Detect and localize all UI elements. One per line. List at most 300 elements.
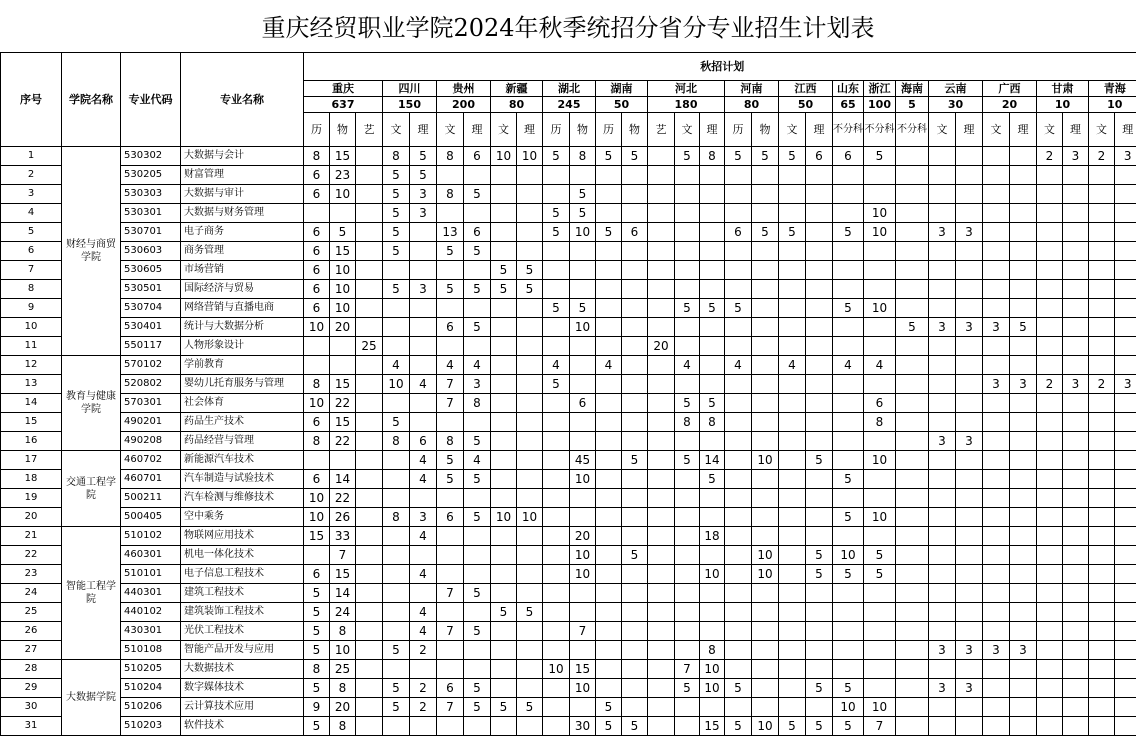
plan-value <box>752 337 779 356</box>
plan-value <box>779 641 806 660</box>
plan-value <box>752 280 779 299</box>
plan-value <box>1089 223 1115 242</box>
plan-value <box>675 280 700 299</box>
plan-value: 5 <box>779 147 806 166</box>
plan-value: 8 <box>330 622 356 641</box>
plan-value <box>752 394 779 413</box>
plan-value <box>1037 261 1063 280</box>
plan-value <box>896 470 929 489</box>
plan-value <box>833 204 864 223</box>
plan-value: 10 <box>543 660 570 679</box>
plan-value <box>543 166 570 185</box>
plan-value: 4 <box>833 356 864 375</box>
plan-value <box>675 470 700 489</box>
plan-value: 10 <box>383 375 410 394</box>
plan-value <box>622 413 648 432</box>
plan-value <box>806 242 833 261</box>
plan-value <box>929 717 956 736</box>
plan-value <box>1037 394 1063 413</box>
plan-value: 13 <box>437 223 464 242</box>
plan-value <box>491 375 517 394</box>
table-row <box>1 641 1136 660</box>
table-row <box>1 204 1136 223</box>
plan-value <box>517 641 543 660</box>
plan-value: 3 <box>410 280 437 299</box>
plan-value <box>1037 337 1063 356</box>
plan-value: 10 <box>304 489 330 508</box>
row-seq: 15 <box>1 413 62 432</box>
plan-value <box>896 375 929 394</box>
plan-value <box>983 470 1010 489</box>
plan-value <box>864 261 896 280</box>
plan-value <box>752 185 779 204</box>
plan-value: 2 <box>410 698 437 717</box>
plan-value: 5 <box>752 147 779 166</box>
plan-value: 23 <box>330 166 356 185</box>
plan-value: 5 <box>383 698 410 717</box>
header-seq: 序号 <box>1 53 62 147</box>
plan-value <box>700 318 725 337</box>
plan-value: 5 <box>806 565 833 584</box>
subject-header: 理 <box>464 113 491 147</box>
row-seq: 25 <box>1 603 62 622</box>
table-row <box>1 451 1136 470</box>
plan-value: 15 <box>330 565 356 584</box>
plan-value <box>779 204 806 223</box>
plan-value <box>491 413 517 432</box>
plan-value <box>1063 451 1089 470</box>
plan-value <box>956 698 983 717</box>
plan-value <box>464 337 491 356</box>
row-seq: 31 <box>1 717 62 736</box>
plan-value <box>779 261 806 280</box>
plan-value <box>648 394 675 413</box>
plan-value <box>675 489 700 508</box>
plan-value <box>437 204 464 223</box>
table-row <box>1 318 1136 337</box>
plan-value <box>806 261 833 280</box>
province-total: 180 <box>648 97 725 113</box>
plan-value: 10 <box>304 508 330 527</box>
plan-value <box>675 698 700 717</box>
table-row <box>1 223 1136 242</box>
row-seq: 1 <box>1 147 62 166</box>
plan-value <box>1089 641 1115 660</box>
plan-value <box>675 375 700 394</box>
plan-value <box>833 242 864 261</box>
plan-value <box>929 204 956 223</box>
row-code: 530205 <box>121 166 181 185</box>
plan-value <box>543 508 570 527</box>
plan-value <box>956 584 983 603</box>
plan-value <box>383 717 410 736</box>
plan-value <box>983 280 1010 299</box>
plan-value <box>648 242 675 261</box>
province-name: 贵州 <box>437 81 491 97</box>
plan-value <box>833 413 864 432</box>
plan-value <box>983 679 1010 698</box>
plan-value: 10 <box>570 546 596 565</box>
plan-value <box>1063 717 1089 736</box>
plan-value: 33 <box>330 527 356 546</box>
plan-value: 5 <box>410 147 437 166</box>
table-row <box>1 679 1136 698</box>
plan-value <box>1063 413 1089 432</box>
province-name: 湖南 <box>596 81 648 97</box>
plan-value <box>725 622 752 641</box>
row-code: 440102 <box>121 603 181 622</box>
plan-value <box>700 603 725 622</box>
plan-value: 5 <box>464 698 491 717</box>
subject-header: 理 <box>700 113 725 147</box>
plan-value <box>1037 603 1063 622</box>
plan-value: 4 <box>383 356 410 375</box>
plan-value <box>983 717 1010 736</box>
plan-value <box>491 622 517 641</box>
plan-value <box>1037 660 1063 679</box>
plan-value <box>1115 451 1136 470</box>
plan-value <box>622 622 648 641</box>
plan-value: 5 <box>464 432 491 451</box>
plan-value <box>437 603 464 622</box>
plan-value <box>383 660 410 679</box>
plan-value <box>675 223 700 242</box>
plan-value <box>779 584 806 603</box>
plan-value <box>1089 584 1115 603</box>
plan-value <box>622 394 648 413</box>
table-row <box>1 356 1136 375</box>
plan-value <box>725 565 752 584</box>
plan-value <box>596 679 622 698</box>
plan-value: 22 <box>330 432 356 451</box>
plan-value <box>779 527 806 546</box>
plan-value <box>410 299 437 318</box>
row-major: 智能产品开发与应用 <box>181 641 304 660</box>
plan-value <box>1115 584 1136 603</box>
plan-value <box>356 641 383 660</box>
plan-value: 6 <box>570 394 596 413</box>
plan-value: 5 <box>383 242 410 261</box>
plan-value <box>929 698 956 717</box>
plan-value <box>675 603 700 622</box>
plan-value: 5 <box>806 717 833 736</box>
subject-header: 理 <box>956 113 983 147</box>
row-major: 大数据与财务管理 <box>181 204 304 223</box>
row-code: 530701 <box>121 223 181 242</box>
row-seq: 16 <box>1 432 62 451</box>
plan-value: 5 <box>596 698 622 717</box>
college-name: 财经与商贸学院 <box>62 147 121 356</box>
row-major: 电子商务 <box>181 223 304 242</box>
subject-header: 文 <box>1037 113 1063 147</box>
plan-value: 8 <box>304 147 330 166</box>
plan-value <box>806 223 833 242</box>
plan-value <box>1010 432 1037 451</box>
plan-value <box>648 280 675 299</box>
plan-value <box>675 546 700 565</box>
plan-value <box>700 698 725 717</box>
plan-value: 5 <box>833 565 864 584</box>
plan-value: 4 <box>410 603 437 622</box>
plan-value <box>779 394 806 413</box>
plan-value <box>956 375 983 394</box>
plan-value <box>1010 413 1037 432</box>
plan-value <box>648 470 675 489</box>
plan-value <box>1115 546 1136 565</box>
plan-value <box>929 413 956 432</box>
plan-value <box>648 166 675 185</box>
plan-value: 7 <box>437 375 464 394</box>
plan-value: 5 <box>864 147 896 166</box>
plan-value <box>543 603 570 622</box>
plan-value: 8 <box>383 432 410 451</box>
plan-value <box>517 394 543 413</box>
row-seq: 19 <box>1 489 62 508</box>
plan-value <box>896 394 929 413</box>
plan-value: 8 <box>570 147 596 166</box>
plan-value: 6 <box>304 413 330 432</box>
plan-value: 5 <box>543 147 570 166</box>
row-seq: 30 <box>1 698 62 717</box>
plan-value <box>956 242 983 261</box>
plan-value <box>648 546 675 565</box>
plan-value <box>517 546 543 565</box>
plan-value: 5 <box>725 679 752 698</box>
row-code: 430301 <box>121 622 181 641</box>
plan-value <box>725 185 752 204</box>
plan-value: 4 <box>725 356 752 375</box>
row-code: 500211 <box>121 489 181 508</box>
plan-value <box>304 546 330 565</box>
row-code: 510206 <box>121 698 181 717</box>
plan-value: 5 <box>437 280 464 299</box>
plan-value <box>491 489 517 508</box>
plan-value <box>596 413 622 432</box>
plan-value <box>806 280 833 299</box>
plan-value <box>956 660 983 679</box>
plan-value: 5 <box>833 223 864 242</box>
plan-value <box>648 147 675 166</box>
plan-value <box>983 527 1010 546</box>
row-major: 空中乘务 <box>181 508 304 527</box>
plan-value: 2 <box>1089 375 1115 394</box>
province-name: 重庆 <box>304 81 383 97</box>
plan-value <box>1115 508 1136 527</box>
plan-value <box>1115 261 1136 280</box>
plan-value <box>1010 698 1037 717</box>
plan-value <box>896 717 929 736</box>
plan-value: 5 <box>464 508 491 527</box>
plan-value <box>596 508 622 527</box>
plan-value <box>725 337 752 356</box>
plan-value: 5 <box>622 147 648 166</box>
plan-value <box>896 242 929 261</box>
plan-value <box>806 204 833 223</box>
plan-value <box>356 489 383 508</box>
plan-value <box>752 508 779 527</box>
plan-value <box>570 698 596 717</box>
subject-header: 艺 <box>648 113 675 147</box>
plan-value <box>622 565 648 584</box>
plan-value <box>833 337 864 356</box>
plan-value <box>806 432 833 451</box>
plan-value <box>596 603 622 622</box>
row-seq: 28 <box>1 660 62 679</box>
table-row <box>1 584 1136 603</box>
plan-value <box>648 527 675 546</box>
plan-value <box>304 356 330 375</box>
row-major: 网络营销与直播电商 <box>181 299 304 318</box>
plan-value: 5 <box>437 242 464 261</box>
plan-value <box>1037 185 1063 204</box>
plan-value <box>956 546 983 565</box>
province-name: 青海 <box>1089 81 1136 97</box>
plan-value <box>700 242 725 261</box>
row-major: 光伏工程技术 <box>181 622 304 641</box>
college-name: 教育与健康学院 <box>62 356 121 451</box>
plan-value: 5 <box>330 223 356 242</box>
plan-value: 6 <box>410 432 437 451</box>
plan-value <box>570 489 596 508</box>
plan-value <box>491 185 517 204</box>
plan-value <box>725 394 752 413</box>
plan-value <box>383 394 410 413</box>
plan-value: 3 <box>1010 375 1037 394</box>
row-code: 530401 <box>121 318 181 337</box>
plan-value <box>779 546 806 565</box>
plan-value <box>752 432 779 451</box>
plan-value <box>1115 565 1136 584</box>
row-major: 药品经营与管理 <box>181 432 304 451</box>
row-code: 530302 <box>121 147 181 166</box>
plan-value: 4 <box>779 356 806 375</box>
plan-value <box>864 527 896 546</box>
plan-value <box>929 394 956 413</box>
plan-value <box>752 261 779 280</box>
row-major: 数字媒体技术 <box>181 679 304 698</box>
plan-value <box>543 584 570 603</box>
plan-value <box>1010 622 1037 641</box>
plan-value: 5 <box>752 223 779 242</box>
plan-value <box>356 356 383 375</box>
plan-value: 5 <box>896 318 929 337</box>
plan-value <box>983 299 1010 318</box>
plan-value <box>929 451 956 470</box>
plan-value: 5 <box>543 299 570 318</box>
subject-header: 文 <box>1089 113 1115 147</box>
plan-value: 6 <box>437 508 464 527</box>
plan-value <box>1037 489 1063 508</box>
plan-value: 5 <box>833 299 864 318</box>
plan-value <box>833 451 864 470</box>
plan-value: 5 <box>725 717 752 736</box>
plan-value: 5 <box>596 223 622 242</box>
plan-value <box>570 432 596 451</box>
plan-value: 5 <box>570 204 596 223</box>
plan-value <box>1063 679 1089 698</box>
plan-value <box>1063 641 1089 660</box>
plan-value <box>410 318 437 337</box>
plan-value: 5 <box>725 299 752 318</box>
table-row <box>1 508 1136 527</box>
row-seq: 10 <box>1 318 62 337</box>
table-row <box>1 242 1136 261</box>
plan-value <box>779 698 806 717</box>
plan-value <box>700 622 725 641</box>
plan-value <box>1115 413 1136 432</box>
plan-value: 8 <box>437 147 464 166</box>
row-code: 460701 <box>121 470 181 489</box>
province-total: 50 <box>596 97 648 113</box>
plan-value <box>648 603 675 622</box>
province-name: 湖北 <box>543 81 596 97</box>
plan-value: 5 <box>304 717 330 736</box>
plan-value <box>491 546 517 565</box>
plan-value: 14 <box>700 451 725 470</box>
plan-value <box>1089 299 1115 318</box>
plan-value <box>806 489 833 508</box>
plan-value <box>779 489 806 508</box>
plan-value <box>517 242 543 261</box>
plan-value: 5 <box>700 470 725 489</box>
plan-value <box>929 356 956 375</box>
plan-value <box>543 641 570 660</box>
plan-value <box>1037 470 1063 489</box>
row-seq: 7 <box>1 261 62 280</box>
plan-value <box>596 242 622 261</box>
plan-value <box>896 204 929 223</box>
plan-value <box>896 641 929 660</box>
row-code: 510102 <box>121 527 181 546</box>
plan-value: 6 <box>304 299 330 318</box>
plan-value <box>543 470 570 489</box>
plan-value: 8 <box>383 147 410 166</box>
plan-value <box>675 242 700 261</box>
plan-value: 6 <box>304 166 330 185</box>
plan-value <box>896 527 929 546</box>
plan-value: 4 <box>675 356 700 375</box>
plan-value <box>896 261 929 280</box>
plan-value <box>806 413 833 432</box>
plan-value <box>956 470 983 489</box>
plan-value <box>806 299 833 318</box>
plan-value: 6 <box>304 565 330 584</box>
plan-value <box>675 261 700 280</box>
plan-value <box>1115 356 1136 375</box>
plan-value <box>622 318 648 337</box>
plan-value <box>383 299 410 318</box>
plan-value: 3 <box>410 508 437 527</box>
plan-value: 3 <box>1115 147 1136 166</box>
row-major: 学前教育 <box>181 356 304 375</box>
plan-value <box>543 242 570 261</box>
plan-value: 7 <box>330 546 356 565</box>
plan-value <box>464 717 491 736</box>
plan-value <box>700 166 725 185</box>
plan-value <box>806 622 833 641</box>
plan-value <box>356 261 383 280</box>
plan-value <box>648 356 675 375</box>
plan-value <box>956 527 983 546</box>
plan-value <box>1089 527 1115 546</box>
plan-value <box>779 451 806 470</box>
province-total: 50 <box>779 97 833 113</box>
plan-value: 10 <box>833 546 864 565</box>
plan-value <box>1037 584 1063 603</box>
plan-value <box>864 375 896 394</box>
plan-value <box>596 584 622 603</box>
plan-value <box>929 299 956 318</box>
